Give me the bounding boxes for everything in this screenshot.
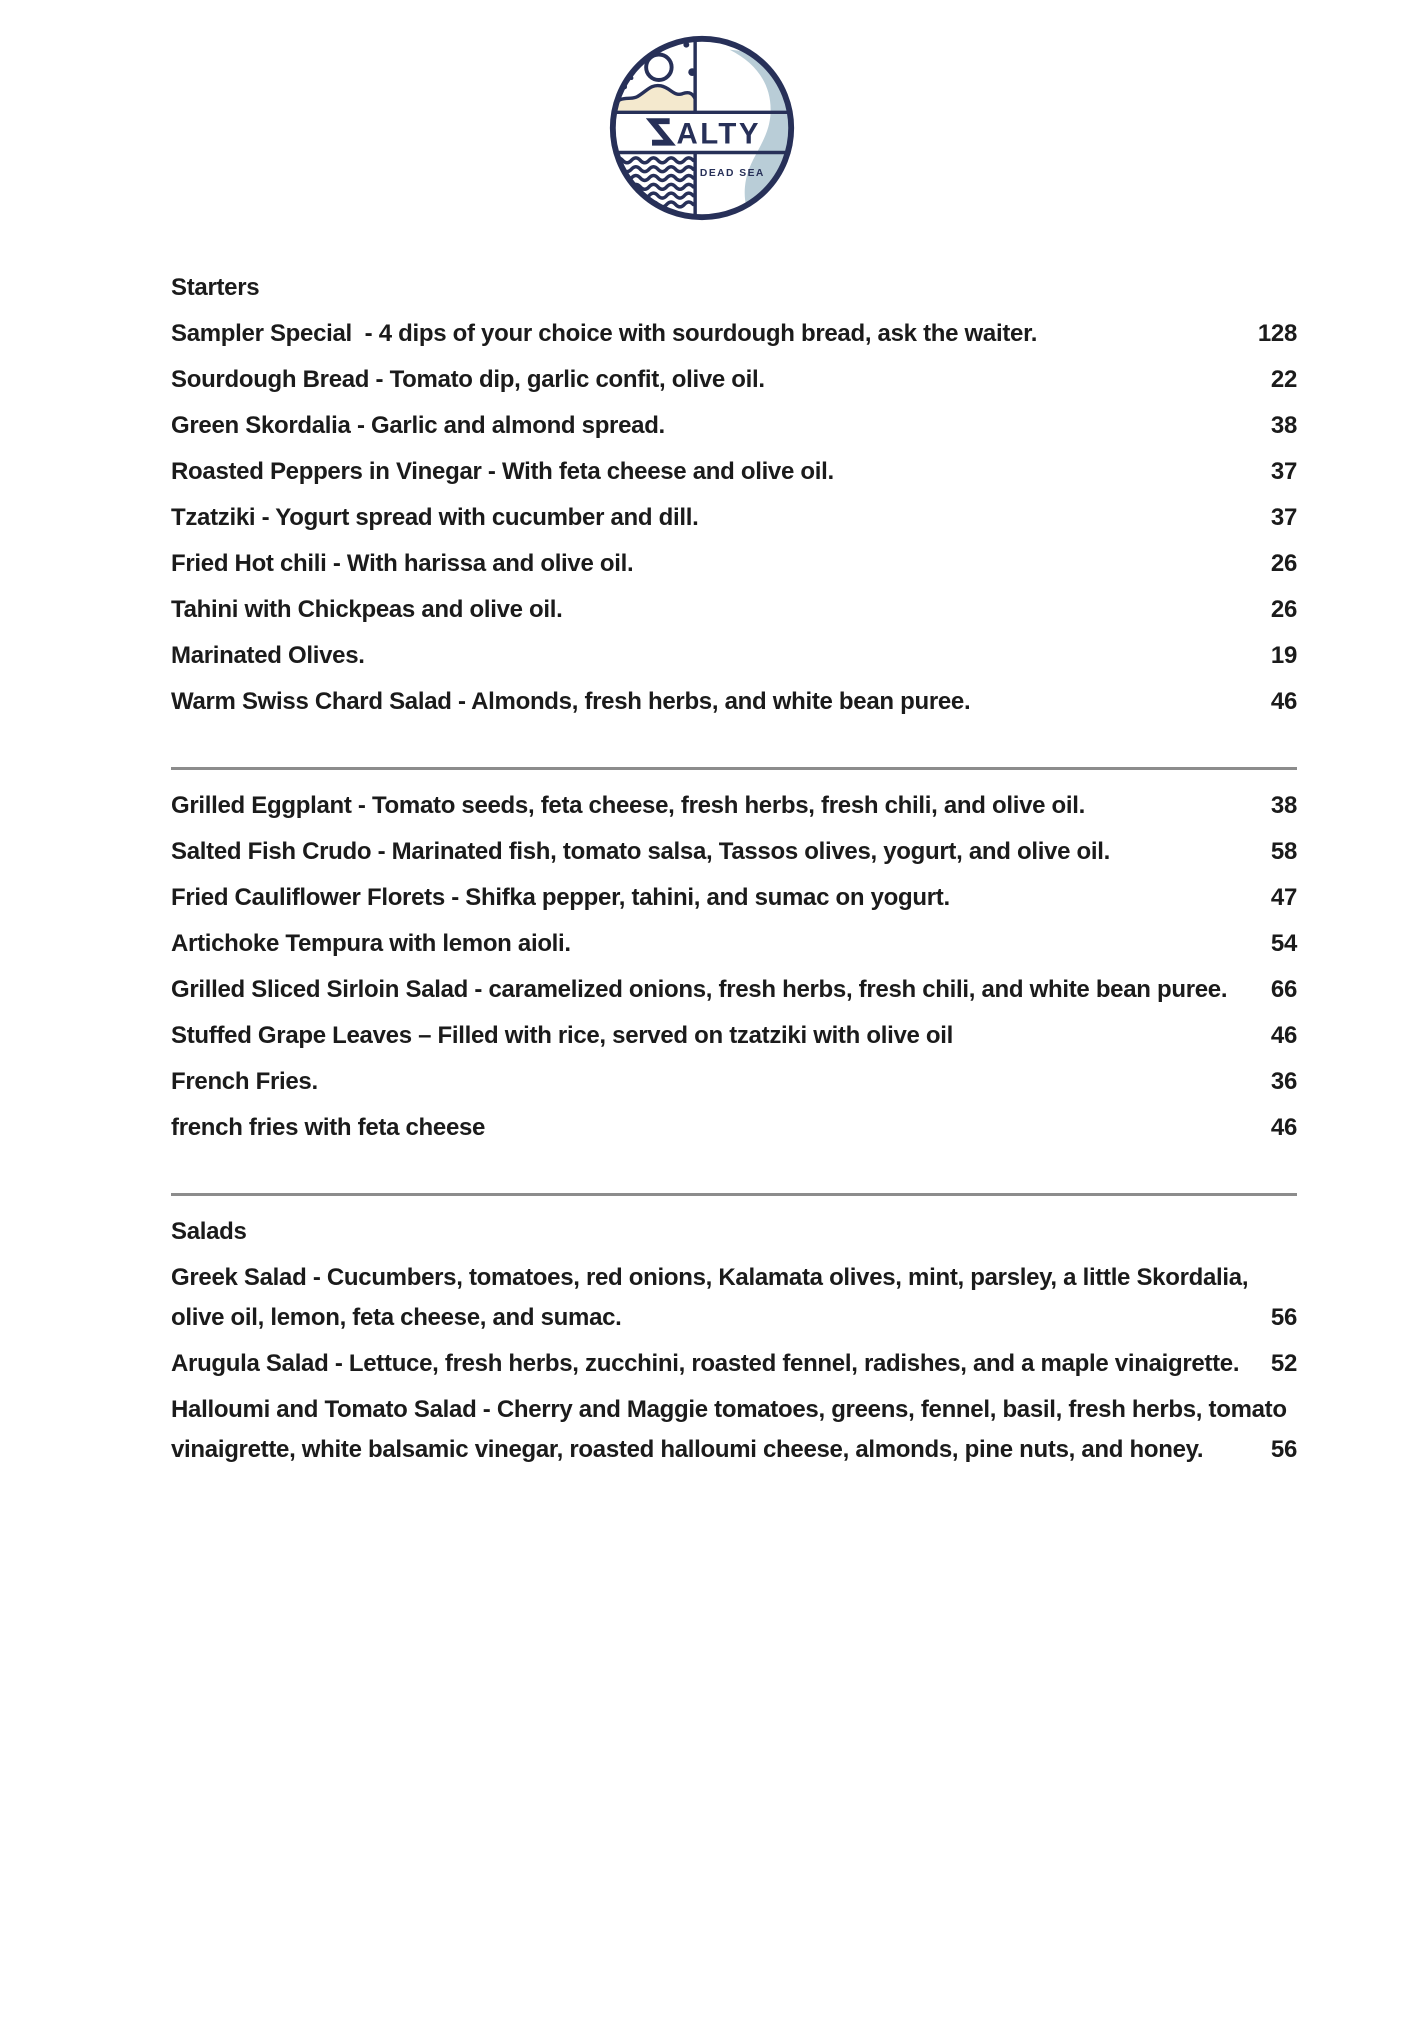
menu-item-price: 56	[1270, 1304, 1297, 1331]
menu-item-text: Artichoke Tempura with lemon aioli.	[171, 930, 571, 957]
logo-tagline-text: DEAD SEA	[699, 168, 765, 180]
menu-item-text: Green Skordalia - Garlic and almond spread.	[171, 412, 665, 439]
menu-item-row	[171, 452, 1297, 492]
logo-brand-text: ALTY	[676, 117, 761, 151]
menu-item-row	[171, 498, 1297, 538]
menu-item-row	[171, 786, 1297, 826]
menu-item-text: Warm Swiss Chard Salad - Almonds, fresh herbs, and white bean puree.	[171, 688, 971, 715]
menu-item-row	[171, 1108, 1297, 1148]
menu-item-price: 54	[1270, 930, 1297, 957]
menu-item-price: 46	[1270, 688, 1297, 715]
menu-item-row	[171, 544, 1297, 584]
menu-item-price: 37	[1270, 458, 1297, 485]
menu-item-price: 66	[1270, 976, 1297, 1003]
menu-item-text: Sourdough Bread - Tomato dip, garlic confit, olive oil.	[171, 366, 765, 393]
logo-letter-s-glyph	[652, 121, 670, 143]
menu-item-row	[171, 1258, 1297, 1338]
menu-item-text: Roasted Peppers in Vinegar - With feta cheese and olive oil.	[171, 458, 834, 485]
menu-item-text: Tzatziki - Yogurt spread with cucumber and dill.	[171, 504, 699, 531]
menu-item-row	[171, 406, 1297, 446]
menu-item-row	[171, 1390, 1297, 1470]
menu-item-price: 37	[1270, 504, 1297, 531]
menu-item-text: Stuffed Grape Leaves – Filled with rice, served on tzatziki with olive oil	[171, 1022, 954, 1049]
menu-item-price: 47	[1270, 884, 1297, 911]
menu-item-text: Halloumi and Tomato Salad - Cherry and Maggie tomatoes, greens, fennel, basil, fresh herbs, tomato vinaigrette, white balsamic vinegar, roasted halloumi cheese, almonds, pine nuts, and honey.	[171, 1396, 1294, 1463]
menu-page	[0, 30, 1404, 2030]
menu-item-price: 36	[1270, 1068, 1297, 1095]
menu-item-row	[171, 832, 1297, 872]
menu-item-text: Marinated Olives.	[171, 642, 365, 669]
menu-item-row	[171, 878, 1297, 918]
menu-item-row	[171, 360, 1297, 400]
menu-item-text: Grilled Eggplant - Tomato seeds, feta cheese, fresh herbs, fresh chili, and olive oil.	[171, 792, 1085, 819]
menu-item-row	[171, 970, 1297, 1010]
menu-item-row	[171, 924, 1297, 964]
menu-item-price: 38	[1270, 412, 1297, 439]
menu-item-price: 56	[1270, 1436, 1297, 1463]
menu-item-price: 26	[1270, 596, 1297, 623]
menu-item-row	[171, 636, 1297, 676]
menu-item-price: 26	[1270, 550, 1297, 577]
section-heading: Salads	[171, 1218, 247, 1245]
menu-item-row	[171, 1062, 1297, 1102]
menu-item-price: 128	[1257, 320, 1297, 347]
menu-item-text: Greek Salad - Cucumbers, tomatoes, red onions, Kalamata olives, mint, parsley, a little Skordalia, olive oil, lemon, feta cheese, and sumac.	[171, 1264, 1255, 1331]
menu-item-row	[171, 314, 1297, 354]
menu-item-row	[171, 1344, 1297, 1384]
section-divider	[171, 1193, 1297, 1196]
menu-item-price: 46	[1270, 1114, 1297, 1141]
menu-item-row	[171, 1016, 1297, 1056]
menu-item-price: 46	[1270, 1022, 1297, 1049]
menu-item-text: Arugula Salad - Lettuce, fresh herbs, zucchini, roasted fennel, radishes, and a maple vinaigrette.	[171, 1350, 1240, 1377]
salty-logo-graphic	[604, 30, 800, 226]
menu-item-text: Sampler Special - 4 dips of your choice with sourdough bread, ask the waiter.	[171, 320, 1038, 347]
section-heading: Starters	[171, 274, 260, 301]
menu-item-text: Tahini with Chickpeas and olive oil.	[171, 596, 563, 623]
section-divider	[171, 767, 1297, 770]
menu-item-price: 38	[1270, 792, 1297, 819]
menu-item-text: Grilled Sliced Sirloin Salad - caramelized onions, fresh herbs, fresh chili, and white bean puree.	[171, 976, 1228, 1003]
menu-content	[171, 268, 1297, 1470]
menu-item-price: 19	[1270, 642, 1297, 669]
menu-item-row	[171, 682, 1297, 722]
menu-item-text: French Fries.	[171, 1068, 318, 1095]
restaurant-logo	[604, 30, 800, 226]
menu-item-price: 22	[1270, 366, 1297, 393]
menu-item-text: Fried Hot chili - With harissa and olive oil.	[171, 550, 634, 577]
menu-item-text: Fried Cauliflower Florets - Shifka pepper, tahini, and sumac on yogurt.	[171, 884, 950, 911]
menu-item-text: french fries with feta cheese	[171, 1114, 486, 1141]
menu-item-price: 52	[1270, 1350, 1297, 1377]
menu-item-text: Salted Fish Crudo - Marinated fish, tomato salsa, Tassos olives, yogurt, and olive oil.	[171, 838, 1110, 865]
menu-item-row	[171, 590, 1297, 630]
menu-item-price: 58	[1270, 838, 1297, 865]
